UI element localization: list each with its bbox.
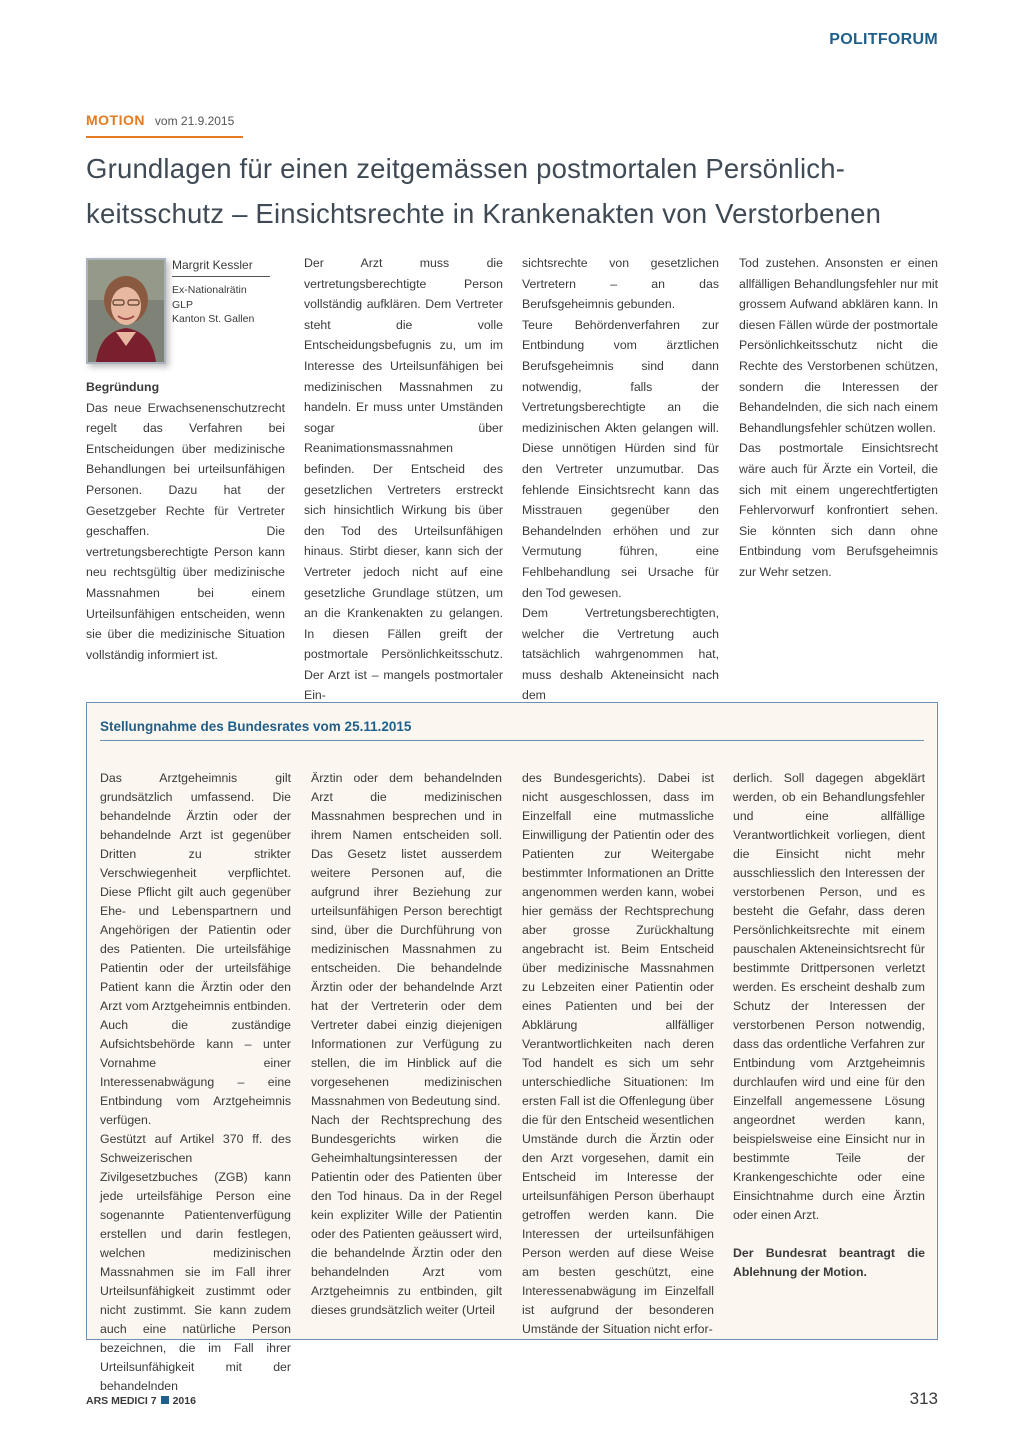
statement-col1-p1: Das Arztgeheimnis gilt grundsätzlich umfassend. Die behandelnde Ärztin oder der behandelnde Arzt ist gegenüber Dritten zu strikter Verschwiegenheit verpflichtet. Diese Pflicht gilt auch gegenüber Ehe- und Lebenspartnern und Angehörigen der Patientin oder des Patienten. Die urteilsfähige Patientin oder der urteilsfähige Patient kann die Ärztin oder den Arzt vom Arztgeheimnis entbinden. Auch die zuständige Aufsichtsbehörde kann – unter Vornahme einer Interessenabwägung – eine Entbindung vom Arztgeheimnis verfügen. — [100, 771, 291, 1127]
statement-column-4 — [733, 769, 925, 1282]
statement-col4-p2: Der Bundesrat beantragt die Ablehnung der Motion. — [733, 1246, 925, 1279]
statement-column-3 — [522, 769, 714, 1339]
motion-heading: Begründung — [86, 380, 160, 394]
motion-col4-p1: Tod zustehen. Ansonsten er einen allfälligen Behandlungsfehler nur mit grossem Aufwand abklären kann. In diesen Fällen würde der postmortale Persönlichkeitsschutz nicht die Rechte des Verstorbenen schützen, sondern die Interessen der Behandelnden, die sich nach einem Behandlungsfehler schützen wollen. — [739, 256, 938, 435]
author-name: Margrit Kessler — [172, 258, 270, 277]
statement-col4-p1: derlich. Soll dagegen abgeklärt werden, ob ein Behandlungsfehler und eine allfällige Verantwortlichkeit vorliegen, dient die Einsicht nicht mehr ausschliesslich den Interessen der verstorbenen Person, und es besteht die Gefahr, dass deren Persönlichkeitsrechte mit einem pauschalen Akteneinsichtsrecht für bestimmte Drittpersonen verletzt werden. Es erscheint deshalb zum Schutz der Interessen der verstorbenen Person notwendig, dass das ordentliche Verfahren zur Entbindung vom Arztgeheimnis durchlaufen wird und eine für den Einzelfall angemessene Lösung angeordnet werden kann, beispielsweise eine Einsicht nur in bestimmte Teile der Krankengeschichte oder eine Einsichtnahme durch eine Ärztin oder einen Arzt. — [733, 771, 925, 1222]
motion-col4-p2: Das postmortale Einsichtsrecht wäre auch für Ärzte ein Vorteil, die sich mit einem ungerechtfertigten Fehlervorwurf konfrontiert sehen. Sie könnten sich dann ohne Entbindung vom Berufsgeheimnis zur Wehr setzen. — [739, 441, 938, 579]
motion-column-4 — [739, 253, 938, 583]
author-box — [172, 258, 270, 327]
statement-title: Stellungnahme des Bundesrates vom 25.11.2015 — [100, 719, 412, 734]
author-role: Ex-Nationalrätin — [172, 284, 247, 296]
statement-col2-p2: Nach der Rechtsprechung des Bundesgerichts wirken die Geheimhaltungsinteressen der Patientin oder des Patienten über den Tod hinaus. Da in der Regel kein expliziter Wille der Patientin oder des Patienten geäussert wird, die behandelnde Ärztin oder den behandelnden Arzt vom Arztgeheimnis zu entbinden, gilt dieses grundsätzlich weiter (Urteil — [311, 1113, 502, 1317]
section-label: POLITFORUM — [829, 31, 938, 48]
kicker-label: MOTION — [86, 112, 145, 128]
motion-col3-p1: sichtsrechte von gesetzlichen Vertretern – an das Berufsgeheimnis gebunden. — [522, 256, 719, 312]
motion-column-2 — [304, 253, 503, 706]
motion-col2-text: Der Arzt muss die vertretungsberechtigte Person vollständig aufklären. Dem Vertreter steht die volle Entscheidungsbefugnis zu, um im Interesse des Urteilsunfähigen bei medizinischen Massnahmen zu handeln. Er muss unter Umständen sogar über Reanimationsmassnahmen befinden. Der Entscheid des gesetzlichen Vertreters erstreckt sich hinsichtlich Wirkung bis über den Tod des Urteilsunfähigen hinaus. Stirbt dieser, kann sich der Vertreter jedoch nicht auf eine gesetzliche Grundlage stützen, um an die Krankenakten zu gelangen. In diesen Fällen greift der postmortale Persönlichkeitsschutz. Der Arzt ist – mangels postmortaler Ein- — [304, 256, 503, 703]
author-meta — [172, 283, 270, 327]
footer-year: 2016 — [172, 1395, 196, 1407]
author-photo — [86, 258, 166, 364]
motion-col3-p2: Teure Behördenverfahren zur Entbindung vom ärztlichen Berufsgeheimnis sind dann notwendig, falls der Vertretungsberechtigte an die medizinischen Akten gelangen will. Diese unnötigen Hürden sind für den Vertreter unzumutbar. Das fehlende Einsichtsrecht kann das Misstrauen gegenüber den Behandelnden erhöhen und zur Vermutung führen, eine Fehlbehandlung sei Ursache für den Tod gewesen. — [522, 317, 719, 600]
statement-rule — [100, 740, 924, 741]
motion-column-3 — [522, 253, 719, 706]
kicker-rule — [86, 136, 243, 138]
footer-publication — [86, 1395, 196, 1407]
author-canton: Kanton St. Gallen — [172, 313, 255, 325]
motion-col1-text: Das neue Erwachsenenschutzrecht regelt das Verfahren bei Entscheidungen über medizinische Behandlungen bei urteilsunfähigen Personen. Dazu hat der Gesetzgeber Rechte für Vertreter geschaffen. Die vertretungsberechtigte Person kann neu rechtsgültig über medizinische Massnahmen bei einem Urteilsunfähigen entscheiden, wenn sie über die medizinische Situation vollständig informiert ist. — [86, 400, 285, 662]
footer-publication-name: ARS MEDICI 7 — [86, 1395, 157, 1407]
statement-col2-p1: Ärztin oder dem behandelnden Arzt die medizinischen Massnahmen besprechen und in ihrem Namen entscheiden soll. Das Gesetz listet ausserdem weitere Personen auf, die aufgrund ihrer Beziehung zur urteilsunfähigen Person berechtigt sind, über die Durchführung von medizinischen Massnahmen zu entscheiden. Die behandelnde Ärztin oder der behandelnde Arzt hat der Vertreterin oder dem Vertreter dabei einzig diejenigen Informationen zur Verfügung zu stellen, die im Hinblick auf die vorgesehenen medizinischen Massnahmen von Bedeutung sind. — [311, 771, 502, 1108]
author-party: GLP — [172, 298, 194, 311]
kicker-date: vom 21.9.2015 — [154, 114, 235, 128]
statement-col1-p2: Gestützt auf Artikel 370 ff. des Schweizerischen Zivilgesetzbuches (ZGB) kann jede urteilsfähige Person eine sogenannte Patientenverfügung erstellen und darin festlegen, welchen medizinischen Massnahmen sie im Fall ihrer Urteilsunfähigkeit zustimmt oder nicht zustimmt. Sie kann zudem auch eine natürliche Person bezeichnen, die im Fall ihrer Urteilsunfähigkeit mit der behandelnden — [100, 1132, 291, 1393]
kicker — [86, 112, 234, 128]
statement-col3-text: des Bundesgerichts). Dabei ist nicht ausgeschlossen, dass im Einzelfall eine mutmassliche Einwilligung der Patientin oder des Patienten zur Weitergabe bestimmter Informationen an Dritte angenommen werden kann, wobei hier gemäss der Rechtsprechung aber grosse Zurückhaltung angebracht ist. Beim Entscheid über medizinische Massnahmen zu Lebzeiten einer Patientin oder eines Patienten und bei der Abklärung allfälliger Verantwortlichkeiten nach deren Tod handelt es sich um sehr unterschiedliche Situationen: Im ersten Fall ist die Offenlegung über die für den Entscheid wesentlichen Umstände durch die Ärztin oder den Arzt vorgesehen, damit ein Entscheid im Interesse der urteilsunfähigen Person überhaupt getroffen werden kann. Die Interessen der urteilsunfähigen Person werden auf diese Weise am besten geschützt, eine Interessenabwägung im Einzelfall ist aufgrund der besonderen Umstände der Situation nicht erfor- — [522, 771, 714, 1336]
title-line-2: keitsschutz – Einsichtsrechte in Krankenakten von Verstorbenen — [86, 198, 882, 229]
motion-col3-p3: Dem Vertretungsberechtigten, welcher die Vertretung auch tatsächlich wahrgenommen hat, muss deshalb Akteneinsicht nach dem — [522, 606, 719, 703]
article-title — [86, 146, 946, 236]
motion-column-1 — [86, 377, 285, 665]
title-line-1: Grundlagen für einen zeitgemässen postmortalen Persönlich- — [86, 153, 846, 184]
square-icon — [161, 1396, 169, 1404]
page-number: 313 — [909, 1389, 938, 1408]
statement-column-1 — [100, 769, 291, 1396]
statement-column-2 — [311, 769, 502, 1320]
